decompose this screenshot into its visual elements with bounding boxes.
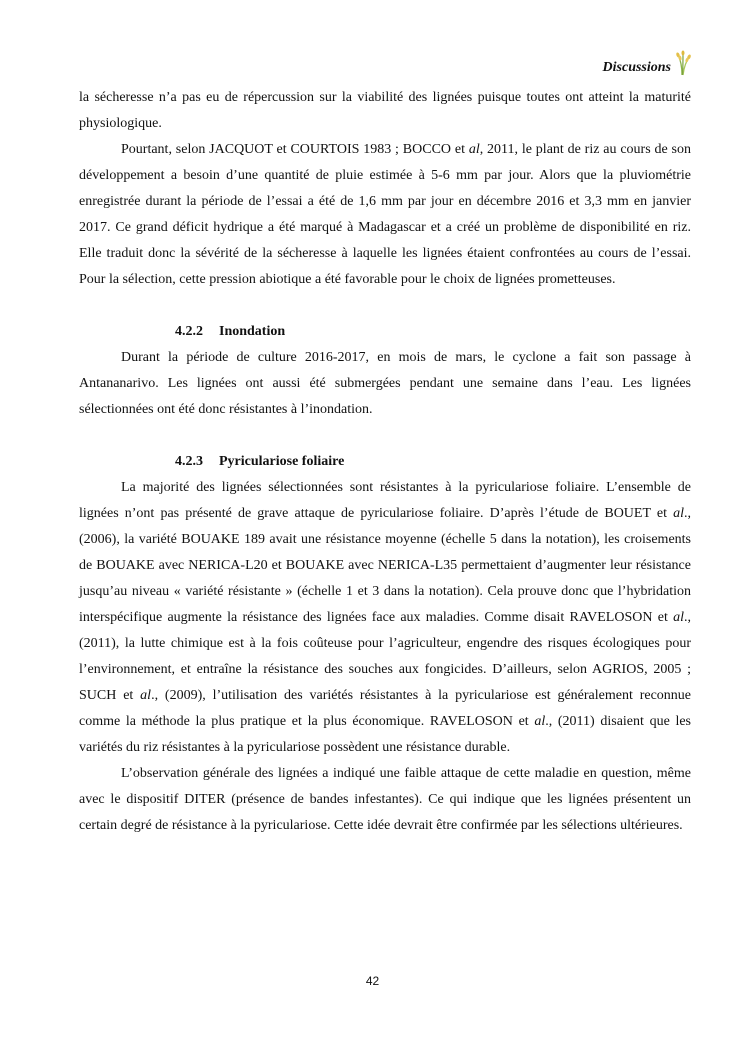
paragraph-pyriculariose [79,475,691,761]
section-number: 4.2.2 [175,324,203,339]
section-title: Pyriculariose foliaire [219,454,345,469]
page-body [79,85,691,839]
italic-al: al [534,714,546,729]
paragraph-continued: la sécheresse n’a pas eu de répercussion sur la viabilité des lignées puisque toutes ont atteint la maturité physiologique. [79,90,691,131]
spacer [79,293,691,319]
italic-al: al [468,142,480,157]
rice-plant-icon [673,50,693,76]
spacer [79,423,691,449]
page-number: 42 [365,974,380,988]
chapter-title: Discussions [602,60,671,75]
paragraph-inondation: Durant la période de culture 2016-2017, en mois de mars, le cyclone a fait son passage à Antananarivo. Les lignées ont aussi été submergées pendant une semaine dans l’eau. Les lignées sélectionnées ont été donc résistantes à l’inondation. [79,350,691,417]
text-span: ., (2009), l’utilisation des variétés résistantes à la pyriculariose est généralement reconnue comme la méthode la plus pratique et la plus économique. RAVELOSON et [79,688,692,729]
section-heading-423 [175,449,691,475]
text-span: ., (2011), la lutte chimique est à la fois coûteuse pour l’agriculteur, engendre des risques écologiques pour l’environnement, et entraîne la résistance des souches aux fongicides. D’ailleurs, selon AGRIOS, 2005 ; SUCH et [79,610,691,703]
section-title: Inondation [219,324,286,339]
italic-al: al [673,506,684,521]
paragraph-rainfall [79,137,691,293]
text-span: , 2011, le plant de riz au cours de son développement a besoin d’une quantité de pluie estimée à 5-6 mm par jour. Alors que la pluviométrie enregistrée durant la période de l’essai a été de 1,6 mm par jour en décembre 2016 et 3,3 mm en janvier 2017. Ce grand déficit hydrique a été marqué à Madagascar et a créé un problème de disponibilité en riz. Elle traduit donc la sévérité de la sécheresse à laquelle les lignées étaient confrontées au cours de l’essai. Pour la sélection, cette pression abiotique a été favorable pour le choix de lignées prometteuses. [79,142,691,287]
italic-al: al [673,610,684,625]
section-heading-422 [175,319,691,345]
italic-al: al [140,688,152,703]
page-header [603,50,693,76]
paragraph-observation: L’observation générale des lignées a indiqué une faible attaque de cette maladie en question, même avec le dispositif DITER (présence de bandes infestantes). Ce qui indique que les lignées présentent un certain degré de résistance à la pyriculariose. Cette idée devrait être confirmée par les sélections ultérieures. [79,766,691,833]
section-number: 4.2.3 [175,454,203,469]
text-span: Pourtant, selon JACQUOT et COURTOIS 1983 ; BOCCO et [121,142,469,157]
text-span: ., (2006), la variété BOUAKE 189 avait une résistance moyenne (échelle 5 dans la notation), les croisements de BOUAKE avec NERICA-L20 et BOUAKE avec NERICA-L35 permettaient d’augmenter leur résistance jusqu’au niveau « variété résistante » (échelle 1 et 3 dans la notation). Cela prouve donc que l’hybridation interspécifique augmente la résistance des lignées face aux maladies. Comme disait RAVELOSON et [79,506,691,625]
text-span: La majorité des lignées sélectionnées sont résistantes à la pyriculariose foliaire. L’ensemble de lignées n’ont pas présenté de grave attaque de pyriculariose foliaire. D’après l’étude de BOUET et [79,480,691,521]
text-span: ., (2011) disaient que les variétés du riz résistantes à la pyriculariose possèdent une résistance durable. [79,714,692,755]
